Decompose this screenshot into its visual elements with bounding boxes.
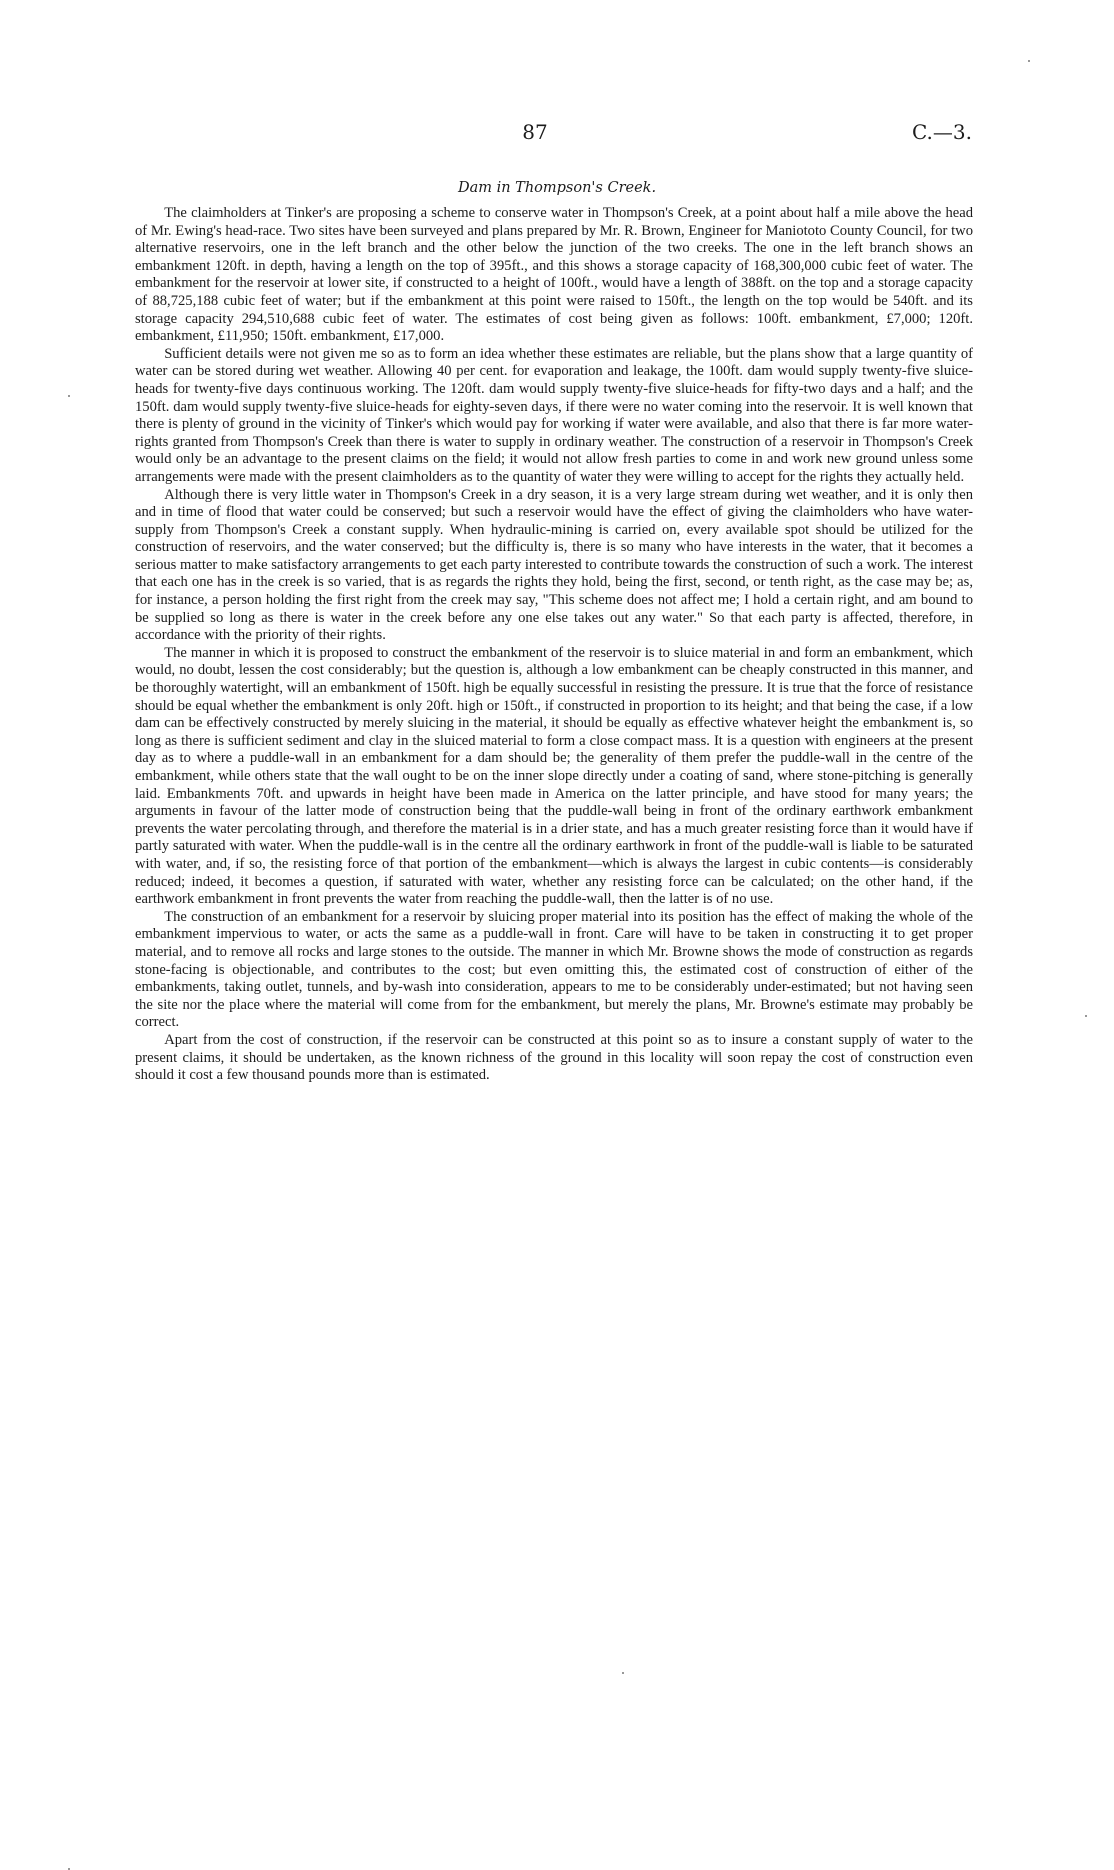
paragraph: Sufficient details were not given me so as to form an idea whether these estimates are reliable, but the plans show that a large quantity of water can be stored during wet weather. Allowing 40 per cent. for evaporation and leakage, the 100ft. dam would supply twenty-five sluice-heads for twenty-five days continuous working. The 120ft. dam would supply twenty-five sluice-heads for fifty-two days and a half; and the 150ft. dam would supply twenty-five sluice-heads for eighty-seven days, if there were no water coming into the reservoir. It is well known that there is plenty of ground in the vicinity of Tinker's which would pay for working if water were available, and also that there is far more water-rights granted from Thompson's Creek than there is water to supply in ordinary weather. The construction of a reservoir in Thompson's Creek would only be an advantage to the present claims on the field; it would not allow fresh parties to come in and work new ground unless some arrangements were made with the present claimholders as to the quantity of water they were willing to accept for the rights they actually held.: [135, 345, 973, 485]
body-text: [135, 205, 973, 1085]
paragraph: The claimholders at Tinker's are proposing a scheme to conserve water in Thompson's Creek, at a point about half a mile above the head of Mr. Ewing's head-race. Two sites have been surveyed and plans prepared by Mr. R. Brown, Engineer for Maniototo County Council, for two alternative reservoirs, one in the left branch and the other below the junction of the two creeks. The one in the left branch shows an embankment 120ft. in depth, having a length on the top of 395ft., and this shows a storage capacity of 168,300,000 cubic feet of water. The embankment for the reservoir at lower site, if constructed to a height of 100ft., would have a length of 388ft. on the top and a storage capacity of 88,725,188 cubic feet of water; but if the embankment at this point were raised to 150ft., the length on the top would be 540ft. and its storage capacity 294,510,688 cubic feet of water. The estimates of cost being given as follows: 100ft. embankment, £7,000; 120ft. embankment, £11,950; 150ft. embankment, £17,000.: [135, 205, 973, 345]
scan-speck: [622, 1672, 624, 1674]
scan-speck: [68, 395, 70, 397]
paragraph: The construction of an embankment for a reservoir by sluicing proper material into its position has the effect of making the whole of the embankment impervious to water, or acts the same as a puddle-wall in front. Care will have to be taken in constructing it to get proper material, and to remove all rocks and large stones to the outside. The manner in which Mr. Browne shows the mode of construction as regards stone-facing is objectionable, and contributes to the cost; but even omitting this, the estimated cost of construction of either of the embankments, taking outlet, tunnels, and by-wash into consideration, appears to me to be considerably under-estimated; but not having seen the site nor the place where the material will come from for the embankment, but merely the plans, Mr. Browne's estimate may probably be correct.: [135, 908, 973, 1031]
paragraph: The manner in which it is proposed to construct the embankment of the reservoir is to sluice material in and form an embankment, which would, no doubt, lessen the cost considerably; but the question is, although a low embankment can be cheaply constructed in this manner, and be thoroughly watertight, will an embankment of 150ft. high be equally successful in resisting the pressure. It is true that the force of resistance should be equal whether the embankment is only 20ft. high or 150ft., if constructed in proportion to its height; and that being the case, if a low dam can be effectively constructed by merely sluicing in the material, it should be equally as effective whatever height the embankment is, so long as there is sufficient sediment and clay in the sluiced material to form a close compact mass. It is a question with engineers at the present day as to where a puddle-wall in an embankment for a dam should be; the generality of them prefer the puddle-wall in the centre of the embankment, while others state that the wall ought to be on the inner slope directly under a coating of sand, where stone-pitching is generally laid. Embankments 70ft. and upwards in height have been made in America on the latter principle, and have stood for many years; the arguments in favour of the latter mode of construction being that the puddle-wall being in front of the ordinary earthwork embankment prevents the water percolating through, and therefore the material is in a drier state, and has a much greater resisting force than it would have if partly saturated with water. When the puddle-wall is in the centre all the ordinary earthwork in front of the puddle-wall is liable to be saturated with water, and, if so, the resisting force of that portion of the embankment—which is always the largest in cubic contents—is considerably reduced; indeed, it becomes a question, if saturated with water, whether any resisting force can be calculated; on the other hand, if the earthwork embankment in front prevents the water from reaching the puddle-wall, then the latter is of no use.: [135, 644, 973, 908]
series-code: C.—3.: [911, 120, 972, 144]
section-title: Dam in Thompson's Creek.: [457, 180, 657, 196]
paragraph: Although there is very little water in Thompson's Creek in a dry season, it is a very large stream during wet weather, and it is only then and in time of flood that water could be conserved; but such a reservoir would have the effect of giving the claimholders who have water-supply from Thompson's Creek a constant supply. When hydraulic-mining is carried on, every available spot should be utilized for the construction of reservoirs, and the water conserved; but the difficulty is, there is so many who have interests in the water, that it becomes a serious matter to make satisfactory arrangements to get each party interested to contribute towards the construction of such a work. The interest that each one has in the creek is so varied, that is as regards the rights they hold, being the first, second, or tenth right, as the case may be; as, for instance, a person holding the first right from the creek may say, "This scheme does not affect me; I hold a certain right, and am bound to be supplied so long as there is water in the creek before any one else takes out any water." So that each party is affected, therefore, in accordance with the priority of their rights.: [135, 486, 973, 644]
scan-speck: [1028, 60, 1030, 62]
scan-speck: [1085, 1015, 1087, 1017]
page-number: 87: [522, 120, 548, 144]
paragraph: Apart from the cost of construction, if the reservoir can be constructed at this point so as to insure a constant supply of water to the present claims, it should be undertaken, as the known richness of the ground in this locality will soon repay the cost of construction even should it cost a few thousand pounds more than is estimated.: [135, 1031, 973, 1084]
